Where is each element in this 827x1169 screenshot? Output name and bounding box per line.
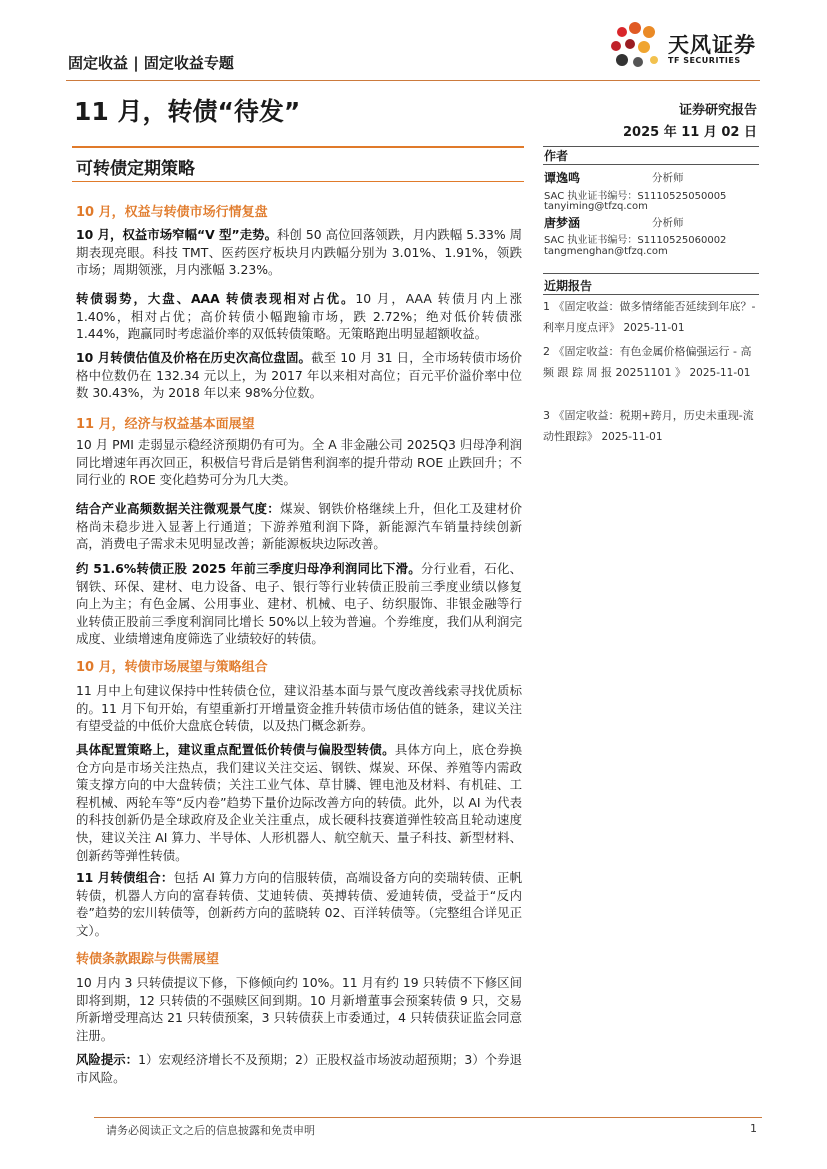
section-heading: 转债条款跟踪与供需展望 xyxy=(76,952,220,967)
logo-dot xyxy=(633,57,643,67)
paragraph-text: 截至 10 月 31 日，全市场转债市场价格中位数仍在 132.34 元以上，为 2017 年以来相对高位；百元平价溢价率中位数 30.43%，为 2018 年以来 98%分位数。 xyxy=(76,350,522,401)
related-divider-top xyxy=(543,273,759,274)
related-report-title: 2 《固定收益：有色金属价格偏强运行 - 高 频 跟 踪 周 报 20251101 》 xyxy=(543,345,752,379)
author-email[interactable]: tangmenghan@tfzq.com xyxy=(544,246,668,257)
related-report[interactable] xyxy=(543,297,761,338)
related-report-date: 2025-11-01 xyxy=(601,430,663,443)
paragraph-text: 10 月，AAA 转债月内上涨 1.40%，相对占优；高价转债小幅跑输市场，跌 2.72%；绝对低价转债涨 1.44%，跑赢同时考虑溢价率的双低转债策略。无策略跑出明显超额收益。 xyxy=(76,291,522,342)
author-role: 分析师 xyxy=(652,172,684,184)
related-report[interactable] xyxy=(543,342,761,383)
section-heading: 10 月，权益与转债市场行情复盘 xyxy=(76,205,268,220)
paragraph-lead: 风险提示： xyxy=(76,1052,139,1067)
sidebar-divider xyxy=(543,146,759,147)
logo-dot xyxy=(650,56,658,64)
paragraph-text: 10 月内 3 只转债提议下修，下修倾向约 10%。11 月有约 19 只转债不下修区间即将到期，12 只转债的不强赎区间到期。10 月新增董事会预案转债 9 只，交易所新增受理高达 21 只转债预案，3 只转债获上市委通过，4 只转债获证监会同意注册。 xyxy=(76,975,522,1043)
report-type: 证券研究报告 xyxy=(678,103,757,118)
paragraph xyxy=(76,500,522,553)
paragraph-lead: 转债弱势，大盘、AAA 转债表现相对占优。 xyxy=(76,291,356,306)
logo-dot xyxy=(638,41,650,53)
related-report-title: 3 《固定收益：税期+跨月，历史未重现-流动性跟踪》 xyxy=(543,409,754,443)
report-subtitle: 可转债定期策略 xyxy=(76,159,195,179)
related-report-date: 2025-11-01 xyxy=(623,321,685,334)
author-cert: SAC 执业证书编号：S1110525060002 xyxy=(544,235,727,246)
paragraph xyxy=(76,226,522,279)
paragraph xyxy=(76,974,522,1044)
footer-disclaimer: 请务必阅读正文之后的信息披露和免责申明 xyxy=(106,1124,315,1137)
author-role: 分析师 xyxy=(652,217,684,229)
author-cert: SAC 执业证书编号：S1110525050005 xyxy=(544,191,727,202)
paragraph xyxy=(76,436,522,489)
logo-dot xyxy=(617,27,627,37)
paragraph-text: 科创 50 高位回落领跌，月内跌幅 5.33% 周期表现亮眼。科技 TMT、医药医疗板块月内跌幅分别为 3.01%、1.91%，领跌市场；周期领涨，月内涨幅 3.23%。 xyxy=(76,227,522,278)
paragraph xyxy=(76,869,522,939)
subtitle-divider xyxy=(72,181,524,182)
paragraph-text: 分行业看，石化、钢铁、环保、建材、电力设备、电子、银行等行业转债正股前三季度业绩以修复向上为主；有色金属、公用事业、建材、机械、电子、纺织服饰、非银金融等行业转债正股前三季度利润同比增长 50%以上较为普遍。个券维度，我们从利润完成度、业绩增速角度筛选了业绩较好的转债。 xyxy=(76,561,522,647)
page-number: 1 xyxy=(750,1122,757,1135)
paragraph-text: 10 月 PMI 走弱显示稳经济预期仍有可为。全 A 非金融公司 2025Q3 归母净利润同比增速年再次回正，积极信号背后是销售利润率的提升带动 ROE 止跌回升；不同行业的 ROE 变化趋势可分为几大类。 xyxy=(76,437,522,488)
header-divider xyxy=(66,80,760,81)
related-report[interactable] xyxy=(543,406,761,447)
logo-dot xyxy=(611,41,621,51)
paragraph-text: 煤炭、钢铁价格继续上升，但化工及建材价格尚未稳步进入显著上行通道；下游养殖利润下降，新能源汽车销量持续创新高，消费电子需求未见明显改善；新能源板块边际改善。 xyxy=(76,501,523,552)
paragraph xyxy=(76,560,522,648)
logo-dot xyxy=(625,39,635,49)
report-title: 11 月，转债“待发” xyxy=(74,97,301,126)
footer-divider xyxy=(94,1117,762,1118)
paragraph xyxy=(76,682,522,735)
section-heading: 11 月，经济与权益基本面展望 xyxy=(76,417,255,432)
paragraph xyxy=(76,741,522,864)
logo-subtext: TF SECURITIES xyxy=(668,56,741,65)
paragraph-lead: 结合产业高频数据关注微观景气度： xyxy=(76,501,281,516)
authors-heading: 作者 xyxy=(544,149,569,163)
related-divider xyxy=(543,294,759,295)
logo-text: 天风证券 xyxy=(668,33,756,57)
authors-divider xyxy=(543,164,759,165)
logo-dot xyxy=(616,54,628,66)
paragraph-text: 1）宏观经济增长不及预期；2）正股权益市场波动超预期；3）个券退市风险。 xyxy=(76,1052,522,1085)
title-divider xyxy=(72,146,524,148)
section-heading: 10 月，转债市场展望与策略组合 xyxy=(76,660,268,675)
author-name: 谭逸鸣 xyxy=(544,171,581,185)
paragraph-text: 11 月中上旬建议保持中性转债仓位，建议沿基本面与景气度改善线索寻找优质标的。11 月下旬开始，有望重新打开增量资金推升转债市场估值的链条，建议关注有望受益的中低价大盘底仓转债，以及热门概念新券。 xyxy=(76,683,522,734)
paragraph xyxy=(76,349,522,402)
paragraph-lead: 10 月转债估值及价格在历史次高位盘固。 xyxy=(76,350,312,365)
author-email[interactable]: tanyiming@tfzq.com xyxy=(544,201,648,212)
logo-dot xyxy=(643,26,655,38)
paragraph-lead: 10 月，权益市场窄幅“V 型”走势。 xyxy=(76,227,277,242)
related-heading: 近期报告 xyxy=(544,279,593,293)
paragraph xyxy=(76,290,522,343)
author-name: 唐梦涵 xyxy=(544,216,581,230)
logo-dot xyxy=(629,22,641,34)
related-report-date: 2025-11-01 xyxy=(689,366,751,379)
report-category: 固定收益 | 固定收益专题 xyxy=(68,54,234,72)
paragraph-lead: 具体配置策略上，建议重点配置低价转债与偏股型转债。 xyxy=(76,742,395,757)
paragraph-lead: 11 月转债组合： xyxy=(76,870,174,885)
paragraph-text: 包括 AI 算力方向的信服转债，高端设备方向的奕瑞转债、正帆转债，机器人方向的富春转债、艾迪转债、英搏转债、爱迪转债，受益于“反内卷”趋势的宏川转债等，创新药方向的蓝晓转 02、百洋转债等。（完整组合详见正文）。 xyxy=(76,870,522,938)
related-report-title: 1 《固定收益：做多情绪能否延续到年底？-利率月度点评》 xyxy=(543,300,756,334)
report-date: 2025 年 11 月 02 日 xyxy=(623,125,757,140)
paragraph-lead: 约 51.6%转债正股 2025 年前三季度归母净利润同比下滑。 xyxy=(76,561,421,576)
paragraph-text: 具体方向上，底仓券换仓方向是市场关注热点，我们建议关注交运、钢铁、煤炭、环保、养殖等内需政策支撑方向的中大盘转债；关注工业气体、草甘膦、锂电池及材料、有机硅、工程机械、两轮车等“反内卷”趋势下量价边际改善方向的转债。此外，以 AI 为代表的科技创新仍是全球政府及企业关注重点，成长硬科技赛道弹性较高且轮动速度快，建议关注 AI 算力、半导体、人形机器人、航空航天、量子科技、新型材料、创新药等弹性转债。 xyxy=(76,742,523,863)
paragraph xyxy=(76,1051,522,1086)
